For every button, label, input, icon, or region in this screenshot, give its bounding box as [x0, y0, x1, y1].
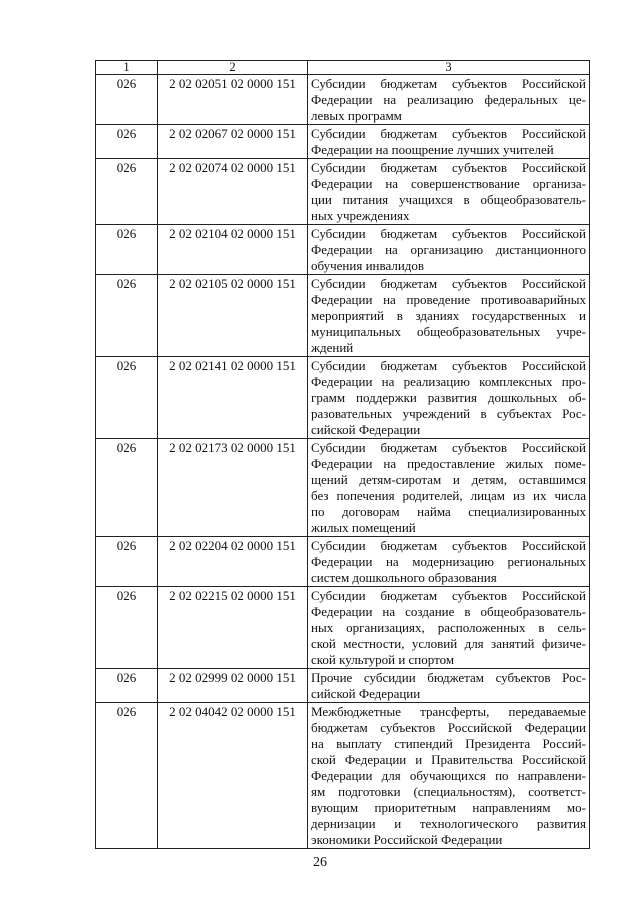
budget-codes-table — [95, 60, 590, 849]
description-line: ям подготовки (специальностям), соответст- — [311, 784, 586, 799]
table-row — [96, 357, 590, 439]
admin-code-cell: 026 — [96, 669, 158, 703]
revenue-code-cell: 2 02 02104 02 0000 151 — [158, 225, 308, 275]
description-line: Субсидии бюджетам субъектов Российской — [311, 160, 586, 175]
description-line: Субсидии бюджетам субъектов Российской — [311, 538, 586, 553]
description-line: мероприятий в зданиях государственных и — [311, 308, 586, 323]
revenue-code-cell: 2 02 02074 02 0000 151 — [158, 159, 308, 225]
admin-code-cell: 026 — [96, 225, 158, 275]
description-line: по договорам найма специализированных — [311, 504, 586, 519]
description-line: систем дошкольного образования — [311, 570, 497, 585]
revenue-code-cell: 2 02 02999 02 0000 151 — [158, 669, 308, 703]
description-line: Субсидии бюджетам субъектов Российской — [311, 226, 586, 241]
table-row — [96, 439, 590, 537]
description-line: Субсидии бюджетам субъектов Российской — [311, 358, 586, 373]
description-line: бюджетам субъектов Российской Федерации — [311, 720, 586, 735]
revenue-code-cell: 2 02 02215 02 0000 151 — [158, 587, 308, 669]
admin-code-cell: 026 — [96, 159, 158, 225]
revenue-code-cell: 2 02 02051 02 0000 151 — [158, 75, 308, 125]
table-row — [96, 125, 590, 159]
description-line: левых программ — [311, 108, 402, 123]
header-cell-1: 1 — [96, 61, 158, 75]
description-line: обучения инвалидов — [311, 258, 425, 273]
admin-code-cell: 026 — [96, 125, 158, 159]
description-cell — [308, 357, 590, 439]
table-body — [96, 75, 590, 849]
description-line: ской местности, условий для занятий физиче- — [311, 636, 586, 651]
header-cell-3: 3 — [308, 61, 590, 75]
description-line: Федерации на создание в общеобразователь- — [311, 604, 586, 619]
description-line: Прочие субсидии бюджетам субъектов Рос- — [311, 670, 586, 685]
revenue-code-cell: 2 02 02173 02 0000 151 — [158, 439, 308, 537]
description-line: Субсидии бюджетам субъектов Российской — [311, 126, 586, 141]
table-row — [96, 75, 590, 125]
description-cell — [308, 537, 590, 587]
revenue-code-cell: 2 02 02105 02 0000 151 — [158, 275, 308, 357]
page-number: 26 — [313, 855, 327, 870]
header-cell-2: 2 — [158, 61, 308, 75]
description-line: Федерации на предоставление жилых поме- — [311, 456, 586, 471]
table-row — [96, 587, 590, 669]
table-row — [96, 225, 590, 275]
description-line: Межбюджетные трансферты, передаваемые — [311, 704, 586, 719]
description-line: ных учреждениях — [311, 208, 410, 223]
description-line: вующим приоритетным направлениям мо- — [311, 800, 586, 815]
description-cell — [308, 275, 590, 357]
description-line: грамм поддержки развития дошкольных об- — [311, 390, 586, 405]
description-line: Федерации на реализацию федеральных це- — [311, 92, 586, 107]
table-row — [96, 537, 590, 587]
table-row — [96, 159, 590, 225]
description-line: ции питания учащихся в общеобразователь- — [311, 192, 586, 207]
header-row — [96, 61, 590, 75]
description-line: Субсидии бюджетам субъектов Российской — [311, 276, 586, 291]
admin-code-cell: 026 — [96, 357, 158, 439]
description-cell — [308, 159, 590, 225]
description-line: Федерации на проведение противоаварийных — [311, 292, 586, 307]
description-line: Субсидии бюджетам субъектов Российской — [311, 588, 586, 603]
table-row — [96, 703, 590, 849]
admin-code-cell: 026 — [96, 275, 158, 357]
revenue-code-cell: 2 02 02141 02 0000 151 — [158, 357, 308, 439]
admin-code-cell: 026 — [96, 587, 158, 669]
description-line: дернизации и технологического развития — [311, 816, 586, 831]
description-line: жилых помещений — [311, 520, 416, 535]
description-cell — [308, 125, 590, 159]
description-line: Федерации для обучающихся по направлени- — [311, 768, 586, 783]
description-line: Федерации на модернизацию региональных — [311, 554, 586, 569]
description-line: ждений — [311, 340, 354, 355]
description-line: ных организациях, расположенных в сель- — [311, 620, 586, 635]
revenue-code-cell: 2 02 02204 02 0000 151 — [158, 537, 308, 587]
table-row — [96, 669, 590, 703]
admin-code-cell: 026 — [96, 75, 158, 125]
description-line: разовательных учреждений в субъектах Рос- — [311, 406, 586, 421]
description-cell — [308, 225, 590, 275]
description-line: щений детям-сиротам и детям, оставшимся — [311, 472, 586, 487]
description-line: Федерации на поощрение лучших учителей — [311, 142, 554, 157]
description-line: Субсидии бюджетам субъектов Российской — [311, 76, 586, 91]
description-line: ской Федерации и Правительства Российской — [311, 752, 586, 767]
description-cell — [308, 669, 590, 703]
revenue-code-cell: 2 02 04042 02 0000 151 — [158, 703, 308, 849]
description-cell — [308, 75, 590, 125]
admin-code-cell: 026 — [96, 439, 158, 537]
description-line: Федерации на реализацию комплексных про- — [311, 374, 586, 389]
admin-code-cell: 026 — [96, 703, 158, 849]
description-line: сийской Федерации — [311, 422, 421, 437]
description-cell — [308, 587, 590, 669]
revenue-code-cell: 2 02 02067 02 0000 151 — [158, 125, 308, 159]
description-line: сийской Федерации — [311, 686, 421, 701]
description-line: Субсидии бюджетам субъектов Российской — [311, 440, 586, 455]
table-row — [96, 275, 590, 357]
description-line: Федерации на организацию дистанционного — [311, 242, 586, 257]
description-cell — [308, 703, 590, 849]
description-line: Федерации на совершенствование организа- — [311, 176, 586, 191]
admin-code-cell: 026 — [96, 537, 158, 587]
description-cell — [308, 439, 590, 537]
description-line: ской культурой и спортом — [311, 652, 455, 667]
description-line: муниципальных общеобразовательных учре- — [311, 324, 586, 339]
description-line: экономики Российской Федерации — [311, 832, 503, 847]
description-line: на выплату стипендий Президента Россий- — [311, 736, 586, 751]
description-line: без попечения родителей, лицам из их числа — [311, 488, 586, 503]
